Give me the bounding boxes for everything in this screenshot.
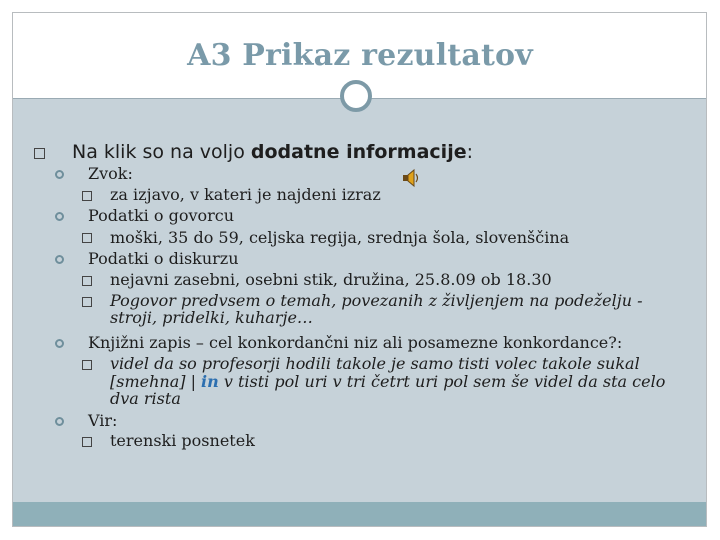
section-heading: Podatki o diskurzu (88, 249, 239, 268)
list-item-continuation: dva rista (110, 389, 181, 408)
square-bullet-icon (82, 191, 92, 201)
ring-bullet-icon (55, 212, 64, 221)
list-item-continuation: stroji, pridelki, kuharje… (110, 308, 313, 327)
ring-bullet-icon (55, 417, 64, 426)
slide-title: A3 Prikaz rezultatov (187, 38, 533, 73)
transcript-text: [smehna] | (110, 372, 202, 391)
divider-circle-icon (340, 80, 372, 112)
main-point (72, 141, 473, 163)
section-heading: Vir: (88, 411, 118, 430)
list-item: za izjavo, v kateri je najdeni izraz (110, 185, 381, 204)
list-item: nejavni zasebni, osebni stik, družina, 25.8.09 ob 18.30 (110, 270, 552, 289)
list-item-continuation (110, 372, 665, 391)
list-item: videl da so profesorji hodili takole je samo tisti volec takole sukal (110, 354, 640, 373)
speaker-icon[interactable] (400, 168, 422, 188)
ring-bullet-icon (55, 170, 64, 179)
square-bullet-icon (34, 148, 45, 159)
section-heading: Zvok: (88, 164, 133, 183)
list-item: moški, 35 do 59, celjska regija, srednja šola, slovenščina (110, 228, 570, 247)
square-bullet-icon (82, 360, 92, 370)
square-bullet-icon (82, 297, 92, 307)
main-point-suffix: : (466, 141, 474, 163)
transcript-text: v tisti pol uri v tri četrt uri pol sem še videl da sta celo (218, 372, 666, 391)
bottom-bar (13, 502, 706, 526)
ring-bullet-icon (55, 255, 64, 264)
section-heading: Podatki o govorcu (88, 206, 235, 225)
main-point-bold: dodatne informacije (250, 141, 467, 163)
main-point-prefix: Na klik so na voljo (72, 141, 251, 163)
section-heading: Knjižni zapis – cel konkordančni niz ali posamezne konkordance?: (88, 333, 623, 352)
square-bullet-icon (82, 233, 92, 243)
list-item: terenski posnetek (110, 431, 255, 450)
square-bullet-icon (82, 276, 92, 286)
highlighted-word[interactable]: in (201, 372, 219, 391)
ring-bullet-icon (55, 339, 64, 348)
list-item: Pogovor predvsem o temah, povezanih z življenjem na podeželju - (110, 291, 643, 310)
square-bullet-icon (82, 437, 92, 447)
